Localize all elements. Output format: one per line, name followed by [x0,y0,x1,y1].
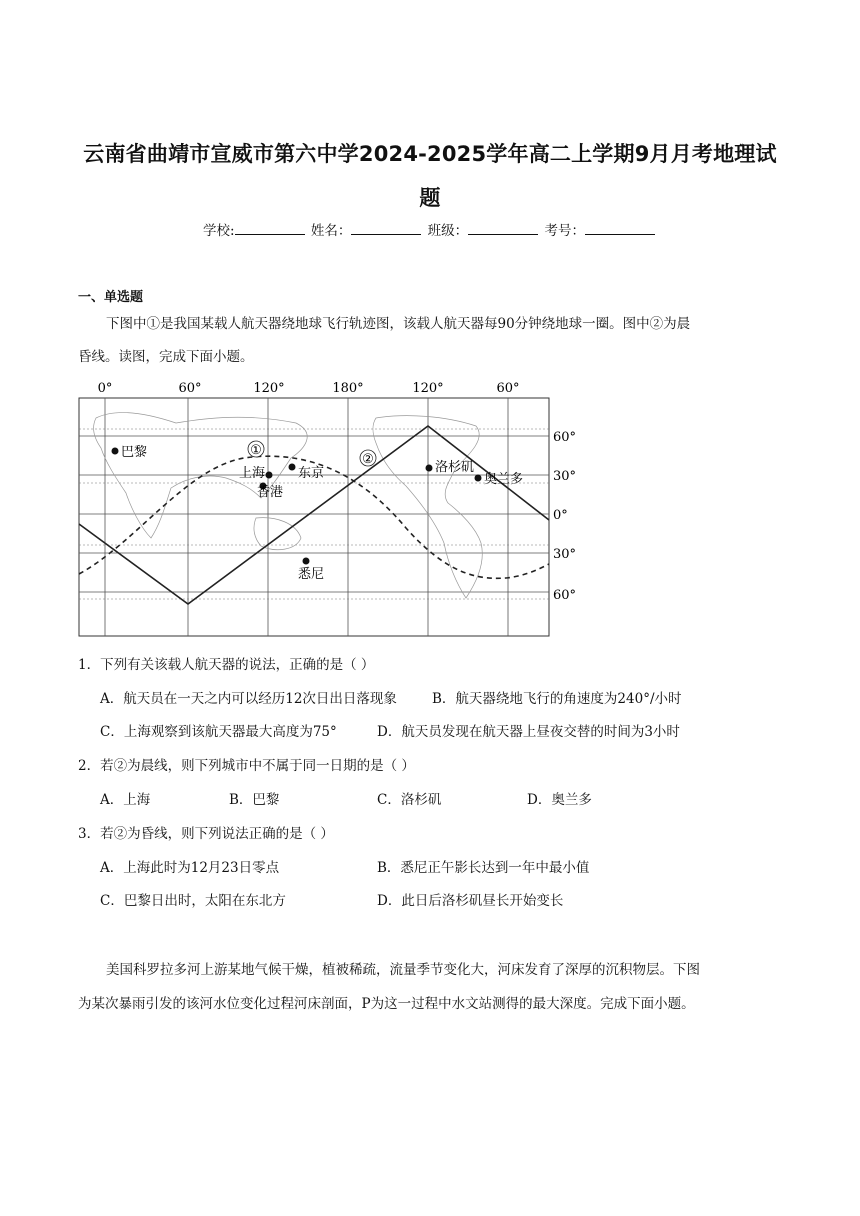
name-blank[interactable] [351,222,421,235]
question-3-option-c[interactable]: C．巴黎日出时，太阳在东北方 [100,893,286,909]
lon-label-0: 0° [97,381,113,396]
question-2-option-a[interactable]: A．上海 [100,792,151,808]
intro2-line1: 美国科罗拉多河上游某地气候干燥，植被稀疏，流量季节变化大，河床发育了深厚的沉积物层。下图 [106,962,700,978]
intro2-line2: 为某次暴雨引发的该河水位变化过程河床剖面，P为这一过程中水文站测得的最大深度。完成下面小题。 [78,996,695,1012]
intro-line2: 昏线。读图，完成下面小题。 [78,349,254,365]
question-3-option-d[interactable]: D．此日后洛杉矶昼长开始变长 [377,893,564,909]
city-label-sydney: 悉尼 [298,567,325,582]
city-dot-shanghai [266,472,273,479]
city-label-hongkong: 香港 [257,485,284,500]
question-1-option-d[interactable]: D．航天员发现在航天器上昼夜交替的时间为3小时 [377,724,680,740]
question-3-option-a[interactable]: A．上海此时为12月23日零点 [100,860,280,876]
lat-label-60s: 60° [553,588,577,603]
question-1-stem: 1．下列有关该载人航天器的说法，正确的是（ ） [78,657,375,673]
question-1-option-a[interactable]: A．航天员在一天之内可以经历12次日出日落现象 [100,691,397,707]
school-label: 学校: [203,223,235,239]
school-blank[interactable] [235,222,305,235]
city-dot-los-angeles [426,465,433,472]
marker-1-label: ① [250,443,262,458]
marker-2-label: ② [362,452,374,467]
city-label-tokyo: 东京 [298,466,325,481]
city-label-paris: 巴黎 [121,445,148,460]
city-label-orlando: 奥兰多 [484,472,524,487]
student-info-line [0,219,860,239]
city-label-shanghai: 上海 [239,466,266,481]
map-frame [79,398,549,636]
lon-label-60: 60° [178,381,202,396]
city-label-los-angeles: 洛杉矶 [435,460,475,475]
exam-number-blank[interactable] [585,222,655,235]
section-heading: 一、单选题 [78,290,144,305]
document-title-line2: 题 [419,186,441,210]
document-title-line1: 云南省曲靖市宣威市第六中学2024-2025学年高二上学期9月月考地理试 [83,142,777,166]
lon-label-60w: 60° [496,381,520,396]
world-map-figure [76,378,586,640]
lon-label-120w: 120° [412,381,444,396]
city-dot-paris [112,448,119,455]
question-1-option-c[interactable]: C．上海观察到该航天器最大高度为75° [100,724,337,740]
intro-line1: 下图中①是我国某载人航天器绕地球飞行轨迹图，该载人航天器每90分钟绕地球一圈。图中②为晨 [106,316,691,332]
question-2-option-d[interactable]: D．奥兰多 [527,792,592,808]
city-dot-sydney [303,558,310,565]
question-3-stem: 3．若②为昏线，则下列说法正确的是（ ） [78,826,334,842]
class-blank[interactable] [468,222,538,235]
question-2-option-b[interactable]: B．巴黎 [229,792,280,808]
city-dot-tokyo [289,464,296,471]
question-2-stem: 2．若②为晨线，则下列城市中不属于同一日期的是（ ） [78,758,415,774]
question-1-option-b[interactable]: B．航天器绕地飞行的角速度为240°/小时 [432,691,682,707]
city-dot-orlando [475,475,482,482]
lat-label-0: 0° [553,508,568,523]
lat-label-60n: 60° [553,430,577,445]
question-3-option-b[interactable]: B．悉尼正午影长达到一年中最小值 [377,860,590,876]
lat-label-30n: 30° [553,469,577,484]
class-label: 班级： [427,223,469,239]
question-2-option-c[interactable]: C．洛杉矶 [377,792,442,808]
lon-label-120: 120° [253,381,285,396]
exam-number-label: 考号： [544,223,585,239]
lon-label-180: 180° [332,381,364,396]
name-label: 姓名： [310,223,352,239]
lat-label-30s: 30° [553,547,577,562]
